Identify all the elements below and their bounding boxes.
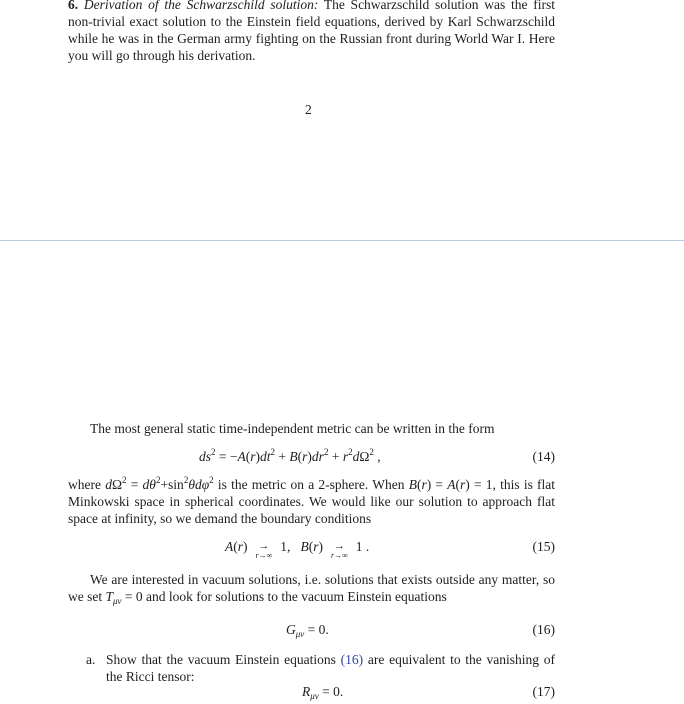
limit-subscript-1: r→∞	[255, 551, 273, 560]
equation-15: A(r) → r→∞ 1, B(r) → r→∞ 1 . (15)	[225, 539, 555, 560]
intro-paragraph	[68, 420, 555, 437]
page-number: 2	[305, 102, 312, 117]
intro-text: The most general static time-independent metric can be written in the form	[90, 421, 495, 436]
problem-title: Derivation of the Schwarzschild solution:	[83, 0, 319, 12]
page-divider	[0, 240, 684, 241]
equation-15-number: (15)	[532, 539, 555, 554]
problem-paragraph	[68, 0, 555, 64]
where-paragraph: where $d\Omega^2 = d\theta^2+\sin^2\theta d\varphi^2$ is the metric on a 2-sphere. When B(r) = A(r) = 1, this is flat Minkowski space in spherical coordinates. We would like our solution to approach flat space at infinity, so we demand the boundary conditions	[68, 475, 556, 526]
equation-16-number: (16)	[532, 622, 555, 637]
equation-14-number: (14)	[532, 449, 555, 464]
item-a-post-text: are equivalent to the vanishing of the Ricci tensor:	[106, 652, 556, 684]
where-rest-text: this is flat Minkowski space in spherical coordinates. We would like our solution to approach flat space at infinity, so we demand the boundary conditions	[68, 477, 556, 526]
item-a-pre-text: Show that the vacuum Einstein equations	[106, 652, 336, 667]
equation-16-ref-link[interactable]: (16)	[340, 652, 364, 667]
equation-17: $R_{\mu\nu} = 0$. (17)	[302, 684, 555, 701]
equation-16: $G_{\mu\nu} = 0$. (16)	[286, 622, 555, 639]
equation-17-number: (17)	[532, 684, 555, 699]
item-a	[86, 651, 555, 685]
equation-14: $ds^2 = -A(r)dt^2 + B(r)dr^2 + r^2d\Omega^2$ , (14)	[199, 447, 555, 464]
item-a-label: a.	[86, 652, 96, 667]
vacuum-post-text: and look for solutions to the vacuum Einstein equations	[146, 589, 447, 604]
vacuum-pre-text: We are interested in vacuum solutions, i.e. solutions that exists outside any matter, so we set	[68, 572, 555, 604]
limit-subscript-2: r→∞	[330, 551, 348, 560]
problem-text: The Schwarzschild solution was the first non-trivial exact solution to the Einstein field equations, derived by Karl Schwarzschild while he was in the German army fighting on the Russian front during World War I. Here you will go through his derivation.	[68, 0, 555, 63]
where-mid-text: is the metric on a 2-sphere. When	[217, 477, 405, 492]
problem-number: 6.	[68, 0, 79, 12]
vacuum-paragraph: We are interested in vacuum solutions, i.e. solutions that exists outside any matter, so we set $T_{\mu\nu} = 0$ and look for solutions to the vacuum Einstein equations	[68, 572, 555, 606]
where-word: where	[68, 477, 101, 492]
